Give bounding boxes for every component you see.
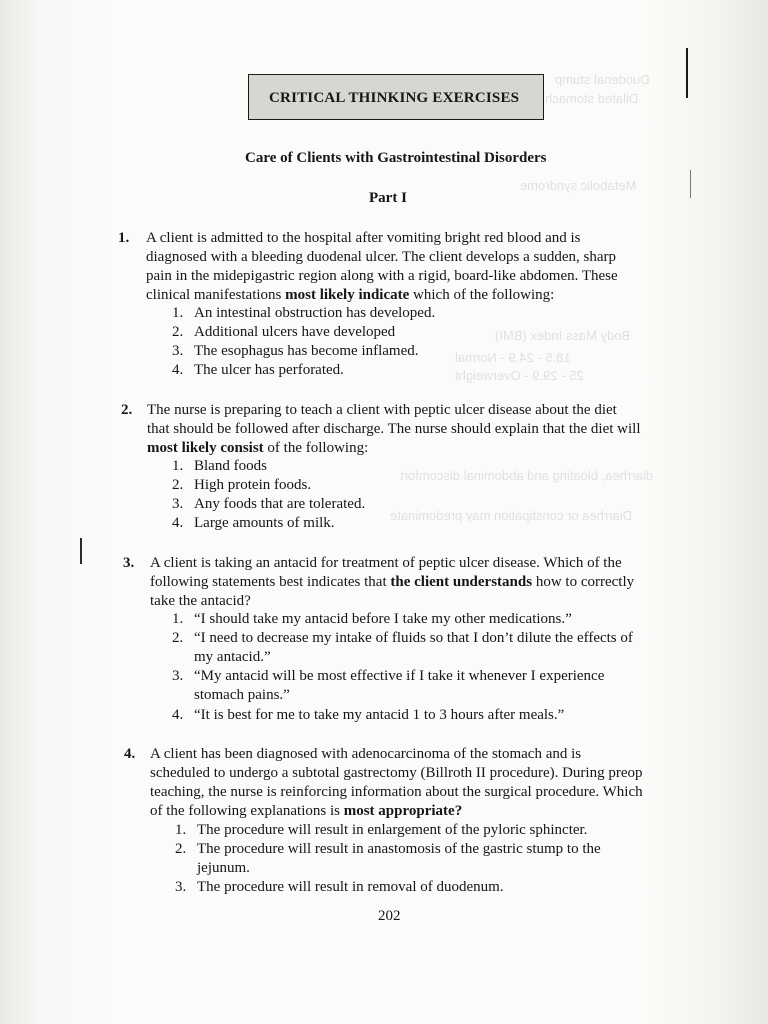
emphasis-text: most appropriate? bbox=[343, 803, 463, 819]
question-stem-line: scheduled to undergo a subtotal gastrectomy (Billroth II procedure). During preop bbox=[150, 765, 643, 781]
bleed-through-text: Dilated stomach bbox=[545, 91, 639, 106]
page-edge-mark bbox=[686, 48, 688, 98]
section-title: CRITICAL THINKING EXERCISES bbox=[269, 90, 520, 106]
option-3-continued: stomach pains.” bbox=[194, 687, 290, 703]
question-stem-line: take the antacid? bbox=[150, 593, 251, 609]
option-1: 1. Bland foods bbox=[172, 458, 267, 474]
question-stem-line: following statements best indicates that the client understands how to correctly bbox=[150, 574, 635, 590]
chapter-subtitle: Care of Clients with Gastrointestinal Disorders bbox=[245, 150, 547, 166]
part-heading: Part I bbox=[369, 190, 407, 206]
bleed-through-text: 18.5 - 24.9 - Normal bbox=[455, 350, 571, 365]
option-3: 3. Any foods that are tolerated. bbox=[172, 496, 366, 512]
question-stem-line: most likely consist of the following: bbox=[147, 440, 369, 456]
option-1: 1. The procedure will result in enlargement of the pyloric sphincter. bbox=[175, 822, 588, 838]
question-stem-line: pain in the midepigastric region along with a rigid, board-like abdomen. These bbox=[146, 268, 618, 284]
emphasis-text: most likely indicate bbox=[285, 287, 410, 303]
option-4: 4. The ulcer has perforated. bbox=[172, 362, 344, 378]
option-2: 2. The procedure will result in anastomosis of the gastric stump to the bbox=[175, 841, 601, 857]
bleed-through-text: Body Mass Index (BMI) bbox=[495, 328, 631, 343]
option-4: 4. “It is best for me to take my antacid 1 to 3 hours after meals.” bbox=[172, 707, 565, 723]
bleed-through-text: Duodenal stump bbox=[555, 72, 650, 87]
question-stem-line: A client has been diagnosed with adenocarcinoma of the stomach and is bbox=[150, 746, 582, 762]
option-3: 3. The esophagus has become inflamed. bbox=[172, 343, 419, 359]
section-title-box bbox=[248, 74, 544, 120]
bleed-through-text: Metabolic syndrome bbox=[520, 178, 637, 193]
question-number: 3. bbox=[123, 555, 135, 571]
option-1: 1. “I should take my antacid before I take my other medications.” bbox=[172, 611, 572, 627]
bleed-through-text: diarrhea, bloating and abdominal discomfort bbox=[400, 468, 653, 483]
option-3: 3. “My antacid will be most effective if I take it whenever I experience bbox=[172, 668, 605, 684]
option-2-continued: my antacid.” bbox=[194, 649, 271, 665]
question-number: 2. bbox=[121, 402, 133, 418]
option-2: 2. “I need to decrease my intake of fluids so that I don’t dilute the effects of bbox=[172, 630, 633, 646]
question-number: 1. bbox=[118, 230, 130, 246]
question-stem-line: that should be followed after discharge. The nurse should explain that the diet will bbox=[147, 421, 641, 437]
question-number: 4. bbox=[124, 746, 136, 762]
question-stem-line: teaching, the nurse is reinforcing information about the surgical procedure. Which bbox=[150, 784, 643, 800]
page-number: 202 bbox=[378, 908, 401, 924]
bleed-through-text: 25 - 29.9 - Overweight bbox=[455, 368, 584, 383]
option-2: 2. High protein foods. bbox=[172, 477, 312, 493]
question-stem-line: clinical manifestations most likely indicate which of the following: bbox=[146, 287, 555, 303]
question-stem-line: of the following explanations is most appropriate? bbox=[150, 803, 463, 819]
question-stem-line: A client is admitted to the hospital after vomiting bright red blood and is bbox=[146, 230, 581, 246]
question-stem-line: The nurse is preparing to teach a client with peptic ulcer disease about the diet bbox=[147, 402, 617, 418]
question-stem-line: diagnosed with a bleeding duodenal ulcer. The client develops a sudden, sharp bbox=[146, 249, 617, 265]
page-edge-mark bbox=[80, 538, 82, 564]
page-edge-mark bbox=[690, 170, 691, 198]
emphasis-text: most likely consist bbox=[147, 440, 264, 456]
bleed-through-text: Diarrhea or constipation may predominate bbox=[390, 508, 633, 523]
option-1: 1. An intestinal obstruction has developed. bbox=[172, 305, 436, 321]
question-stem-line: A client is taking an antacid for treatment of peptic ulcer disease. Which of the bbox=[150, 555, 622, 571]
option-2-continued: jejunum. bbox=[197, 860, 250, 876]
emphasis-text: the client understands bbox=[390, 574, 533, 590]
option-3: 3. The procedure will result in removal of duodenum. bbox=[175, 879, 504, 895]
option-4: 4. Large amounts of milk. bbox=[172, 515, 335, 531]
option-2: 2. Additional ulcers have developed bbox=[172, 324, 396, 340]
